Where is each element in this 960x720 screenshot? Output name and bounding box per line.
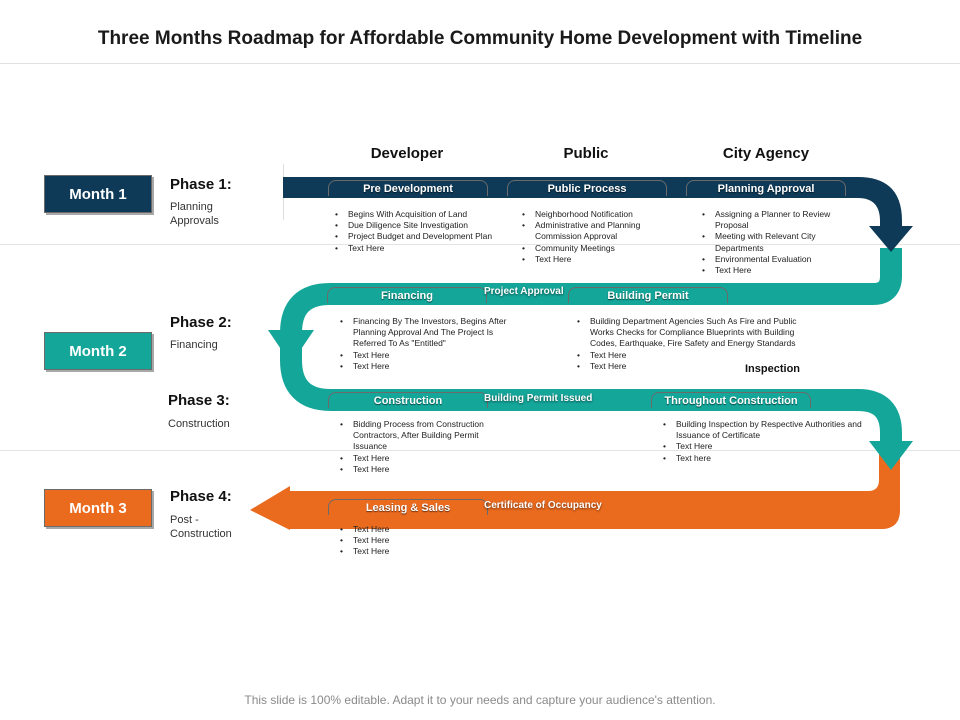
task-pre-development: Pre Development	[328, 180, 488, 196]
phase-1-subtitle: Planning Approvals	[170, 201, 219, 227]
list-item: • Text Here	[353, 535, 473, 546]
list-item: • Text Here	[715, 265, 855, 276]
list-item: • Begins With Acquisition of Land	[348, 209, 498, 220]
list-item: • Meeting with Relevant City Departments	[715, 231, 855, 253]
task-financing: Financing	[327, 287, 487, 303]
list-item: • Environmental Evaluation	[715, 254, 855, 265]
phase-4-subtitle: Post - Construction	[170, 514, 232, 540]
list-item: • Text Here	[348, 243, 498, 254]
list-item: • Text Here	[590, 350, 805, 361]
list-item: • Financing By The Investors, Begins After Planning Approval And The Project Is Referred To As "Entitled"	[353, 316, 513, 350]
phase-3-title: Phase 3:	[168, 392, 230, 409]
bullets-planning-approval	[702, 209, 855, 276]
list-item: • Text Here	[353, 350, 513, 361]
list-item: • Project Budget and Development Plan	[348, 231, 498, 242]
list-item: • Text Here	[353, 524, 473, 535]
task-public-process: Public Process	[507, 180, 667, 196]
bullets-construction	[340, 419, 503, 475]
month-2-label: Month 2	[69, 342, 127, 360]
list-item: • Text Here	[590, 361, 805, 372]
slide-title: Three Months Roadmap for Affordable Community Home Development with Timeline	[97, 28, 863, 49]
list-item: • Building Department Agencies Such As Fire and Public Works Checks for Compliance Blueprints with Building Codes, Earthquake, Fire Safety and Energy Standards	[590, 316, 805, 350]
bullets-financing	[340, 316, 513, 372]
phase-3-subtitle: Construction	[168, 418, 230, 430]
list-item: • Text here	[676, 453, 881, 464]
list-item: • Text Here	[353, 546, 473, 557]
column-header-city-agency: City Agency	[722, 145, 810, 162]
column-header-public: Public	[563, 145, 609, 162]
month-3-box	[44, 489, 152, 527]
list-item: • Due Diligence Site Investigation	[348, 220, 498, 231]
list-item: • Text Here	[353, 453, 503, 464]
list-item: • Administrative and Planning Commission Approval	[535, 220, 675, 242]
list-item: • Text Here	[353, 361, 513, 372]
bullets-leasing-sales	[340, 524, 473, 558]
list-item: • Text Here	[353, 464, 503, 475]
list-item: • Building Inspection by Respective Authorities and Issuance of Certificate	[676, 419, 881, 441]
phase-2-subtitle: Financing	[170, 339, 218, 351]
month-2-box	[44, 332, 152, 370]
bullets-building-permit	[577, 316, 805, 372]
milestone-project-approval: Project Approval	[484, 286, 564, 297]
bullets-throughout-construction	[663, 419, 881, 464]
column-header-developer: Developer	[370, 145, 444, 162]
task-building-permit: Building Permit	[568, 287, 728, 303]
task-throughout-construction: Throughout Construction	[651, 392, 811, 408]
phase-2-title: Phase 2:	[170, 314, 232, 331]
bullets-public-process	[522, 209, 675, 265]
phase-4-title: Phase 4:	[170, 488, 232, 505]
month-3-label: Month 3	[69, 499, 127, 517]
task-leasing-sales: Leasing & Sales	[328, 499, 488, 515]
milestone-building-permit-issued: Building Permit Issued	[484, 393, 593, 404]
month-1-box	[44, 175, 152, 213]
task-planning-approval: Planning Approval	[686, 180, 846, 196]
list-item: • Bidding Process from Construction Contractors, After Building Permit Issuance	[353, 419, 503, 453]
list-item: • Text Here	[535, 254, 675, 265]
flow-dark-arrowhead	[869, 226, 913, 252]
list-item: • Neighborhood Notification	[535, 209, 675, 220]
bullets-pre-development	[335, 209, 498, 254]
task-construction: Construction	[328, 392, 488, 408]
phase-1-title: Phase 1:	[170, 176, 232, 193]
footer-note: This slide is 100% editable. Adapt it to your needs and capture your audience's attention.	[244, 693, 716, 707]
list-item: • Text Here	[676, 441, 881, 452]
month-1-label: Month 1	[69, 185, 127, 203]
flow-teal-arrowhead-left	[268, 330, 314, 364]
list-item: • Assigning a Planner to Review Proposal	[715, 209, 855, 231]
milestone-inspection: Inspection	[745, 363, 801, 375]
milestone-certificate-of-occupancy: Certificate of Occupancy	[484, 500, 602, 511]
list-item: • Community Meetings	[535, 243, 675, 254]
